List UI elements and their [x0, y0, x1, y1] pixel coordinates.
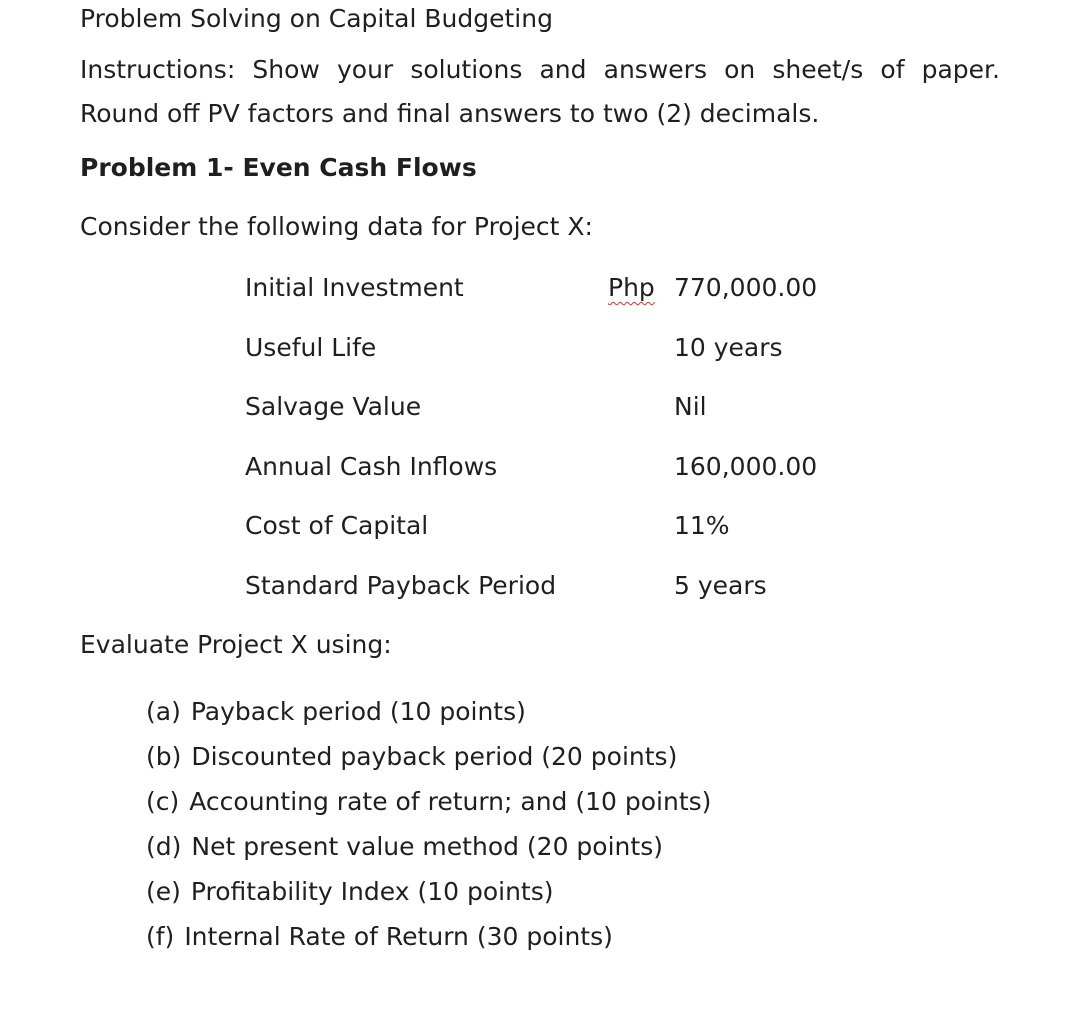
task-marker: (a)	[146, 697, 181, 726]
list-item	[146, 734, 711, 779]
data-value: Nil	[674, 392, 707, 422]
data-row	[245, 510, 845, 570]
list-item	[146, 824, 711, 869]
intro-text: Consider the following data for Project X:	[80, 212, 593, 241]
instructions-paragraph: Instructions: Show your solutions and answers on sheet/s of paper. Round off PV factors and final answers to two (2) decimals.	[80, 55, 1000, 128]
data-row	[245, 451, 845, 511]
data-row	[245, 272, 845, 332]
list-item	[146, 689, 711, 734]
task-marker: (f)	[146, 922, 175, 951]
task-text: Accounting rate of return; and (10 points)	[189, 787, 712, 816]
task-marker: (c)	[146, 787, 180, 816]
task-marker: (e)	[146, 877, 181, 906]
data-label: Useful Life	[245, 332, 377, 362]
task-text: Payback period (10 points)	[190, 697, 526, 726]
document-title: Problem Solving on Capital Budgeting	[80, 4, 553, 33]
data-label: Salvage Value	[245, 392, 422, 422]
data-value: 770,000.00	[674, 273, 818, 302]
data-label: Initial Investment	[245, 273, 464, 302]
data-currency: Php	[608, 273, 655, 302]
list-item	[146, 779, 711, 824]
task-list	[146, 689, 711, 959]
data-label: Cost of Capital	[245, 511, 429, 541]
list-item	[146, 914, 711, 959]
data-label: Annual Cash Inflows	[245, 451, 498, 481]
data-value: 160,000.00	[674, 451, 818, 481]
task-text: Internal Rate of Return (30 points)	[184, 922, 613, 951]
data-value: 10 years	[674, 332, 783, 362]
data-value: 5 years	[674, 570, 767, 600]
evaluate-label: Evaluate Project X using:	[80, 630, 392, 659]
task-text: Net present value method (20 points)	[191, 832, 663, 861]
data-label: Standard Payback Period	[245, 570, 557, 600]
task-text: Discounted payback period (20 points)	[191, 742, 678, 771]
problem-heading: Problem 1- Even Cash Flows	[80, 153, 477, 182]
task-text: Profitability Index (10 points)	[190, 877, 554, 906]
project-data-table	[245, 272, 845, 630]
list-item	[146, 869, 711, 914]
data-row	[245, 332, 845, 392]
task-marker: (b)	[146, 742, 182, 771]
data-row	[245, 570, 845, 630]
data-value: 11%	[674, 511, 730, 541]
task-marker: (d)	[146, 832, 182, 861]
data-row	[245, 391, 845, 451]
